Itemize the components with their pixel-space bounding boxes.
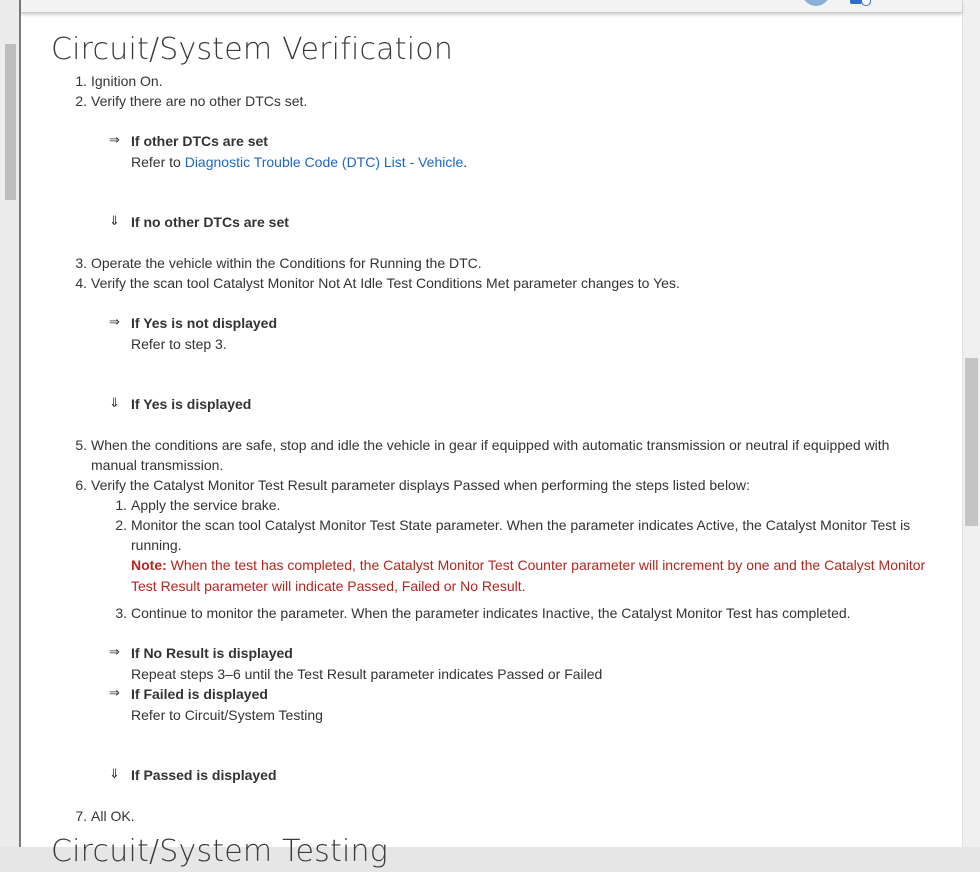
right-arrow-icon: ⇒ — [109, 686, 120, 701]
step-text: Verify there are no other DTCs set. — [91, 93, 308, 109]
result-heading: If Failed is displayed — [131, 686, 268, 702]
substep-text: Apply the service brake. — [131, 497, 281, 513]
page-title: Circuit/System Verification — [51, 32, 454, 67]
left-scrollbar-thumb[interactable] — [5, 44, 16, 200]
result-text: Refer to Diagnostic Trouble Code (DTC) List - Vehicle. — [131, 154, 468, 170]
step-number: 4. — [75, 275, 87, 291]
down-arrow-icon: ⇓ — [109, 767, 120, 782]
result-heading: If No Result is displayed — [131, 645, 293, 661]
step-text: Verify the scan tool Catalyst Monitor Not At Idle Test Conditions Met parameter changes to Yes. — [91, 275, 680, 291]
substep-number: 2. — [115, 517, 127, 533]
substep-number: 1. — [115, 497, 127, 513]
avatar[interactable] — [802, 0, 830, 6]
substep-text: Monitor the scan tool Catalyst Monitor Test State parameter. When the parameter indicates Active, the Catalyst Monitor Test is — [131, 517, 911, 533]
result-heading: If other DTCs are set — [131, 133, 268, 149]
step-text: All OK. — [91, 808, 135, 824]
dtc-list-link[interactable]: Diagnostic Trouble Code (DTC) List - Vehicle — [184, 154, 464, 170]
right-arrow-icon: ⇒ — [109, 133, 120, 148]
result-text: Refer to Circuit/System Testing — [131, 707, 323, 723]
substep-text: running. — [131, 537, 182, 553]
substep-number: 3. — [115, 605, 127, 621]
right-arrow-icon: ⇒ — [109, 315, 120, 330]
step-text: manual transmission. — [91, 457, 224, 473]
step-text: When the conditions are safe, stop and idle the vehicle in gear if equipped with automatic transmission or neutral if equipped with — [91, 437, 890, 453]
step-text: Ignition On. — [91, 73, 163, 89]
step-number: 3. — [75, 255, 87, 271]
step-number: 2. — [75, 93, 87, 109]
result-heading: If Passed is displayed — [131, 767, 277, 783]
right-scrollbar-thumb[interactable] — [965, 358, 978, 526]
note-text: Test Result parameter will indicate Passed, Failed or No Result. — [131, 578, 526, 594]
next-section-title: Circuit/System Testing — [51, 834, 388, 869]
substep-text: Continue to monitor the parameter. When the parameter indicates Inactive, the Catalyst Monitor Test has completed. — [131, 605, 851, 621]
step-number: 6. — [75, 477, 87, 493]
result-heading: If no other DTCs are set — [131, 214, 289, 230]
down-arrow-icon: ⇓ — [109, 214, 120, 229]
info-badge-icon — [861, 0, 871, 6]
result-heading: If Yes is displayed — [131, 396, 252, 412]
note-label: Note: — [131, 557, 167, 573]
result-heading: If Yes is not displayed — [131, 315, 278, 331]
step-number: 5. — [75, 437, 87, 453]
down-arrow-icon: ⇓ — [109, 396, 120, 411]
result-text: Refer to step 3. — [131, 336, 227, 352]
step-number: 1. — [75, 73, 87, 89]
note-text: Note: When the test has completed, the Catalyst Monitor Test Counter parameter will increment by one and the Catalyst Monitor — [131, 557, 926, 573]
result-text: Repeat steps 3–6 until the Test Result parameter indicates Passed or Failed — [131, 666, 603, 682]
top-toolbar — [21, 0, 962, 13]
step-text: Operate the vehicle within the Conditions for Running the DTC. — [91, 255, 482, 271]
right-arrow-icon: ⇒ — [109, 645, 120, 660]
step-number: 7. — [75, 808, 87, 824]
step-text: Verify the Catalyst Monitor Test Result parameter displays Passed when performing the steps listed below: — [91, 477, 750, 493]
